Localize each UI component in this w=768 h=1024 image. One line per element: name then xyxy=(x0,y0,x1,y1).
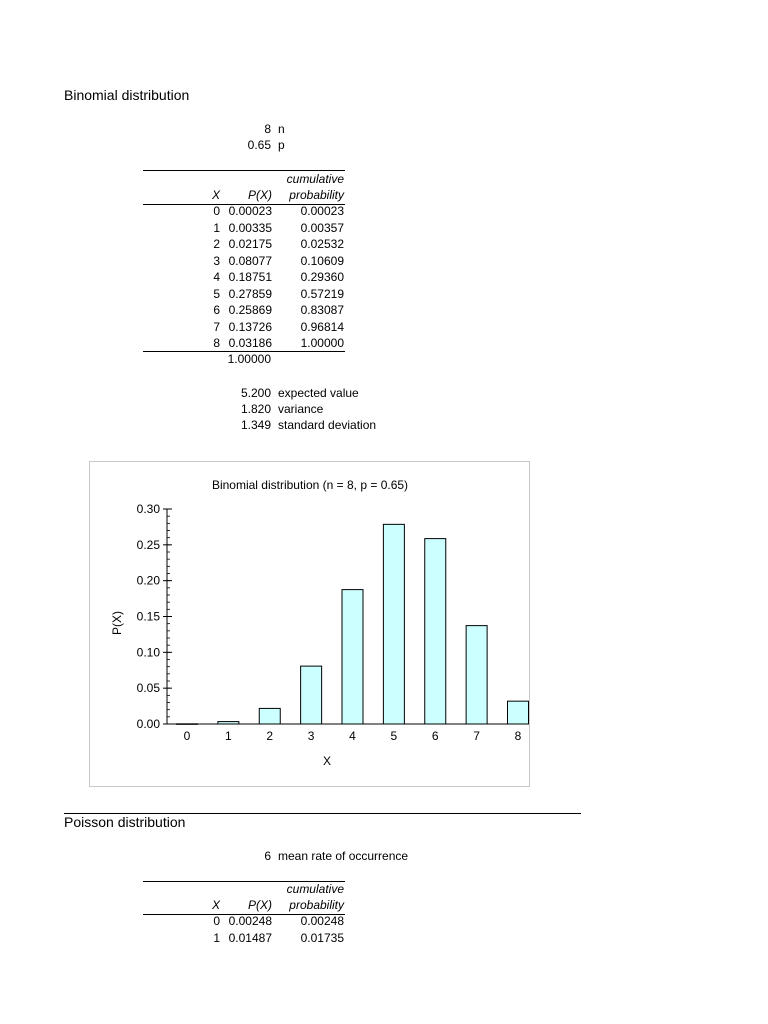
variance-value: 1.820 xyxy=(240,402,271,416)
y-tick-label: 0.30 xyxy=(136,502,160,516)
chart-bar xyxy=(259,708,280,724)
binomial-title: Binomial distribution xyxy=(64,87,190,103)
row-px: 0.00023 xyxy=(228,204,272,218)
chart-bar xyxy=(342,590,363,724)
x-tick-label: 7 xyxy=(473,729,480,743)
header-x: X xyxy=(211,188,220,202)
stddev-label: standard deviation xyxy=(278,418,377,432)
row-px: 0.08077 xyxy=(228,253,272,268)
chart-x-axis-label: X xyxy=(322,754,332,768)
x-tick-label: 4 xyxy=(349,729,356,743)
y-tick-label: 0.05 xyxy=(136,681,160,696)
x-tick-label: 2 xyxy=(266,729,274,743)
row-x: 7 xyxy=(213,319,220,334)
row-x: 0 xyxy=(213,914,220,928)
row-px: 0.00335 xyxy=(228,220,272,235)
row-px: 0.03186 xyxy=(228,336,272,350)
chart-axes xyxy=(137,502,522,743)
row-cumulative: 1.00000 xyxy=(300,336,344,350)
header-x: X xyxy=(211,898,220,912)
table-total: 1.00000 xyxy=(227,352,271,366)
row-px: 0.18751 xyxy=(228,270,272,284)
header-probability: probability xyxy=(289,188,344,202)
param-n-label: n xyxy=(278,122,285,136)
row-cumulative: 0.01735 xyxy=(300,930,344,945)
row-x: 5 xyxy=(213,286,220,301)
chart-bar xyxy=(466,626,487,724)
x-tick-label: 0 xyxy=(183,729,191,743)
chart-bar xyxy=(301,666,322,724)
header-probability: probability xyxy=(289,898,344,912)
x-tick-label: 3 xyxy=(307,729,315,743)
param-mean-value: 6 xyxy=(264,849,271,863)
row-x: 1 xyxy=(213,930,220,945)
row-px: 0.00248 xyxy=(228,914,272,928)
row-px: 0.13726 xyxy=(228,319,272,334)
y-tick-label: 0.00 xyxy=(136,717,160,731)
header-px: P(X) xyxy=(248,188,272,202)
row-px: 0.02175 xyxy=(228,237,272,251)
chart-y-axis-label: P(X) xyxy=(110,611,124,635)
param-p-label: p xyxy=(278,138,285,152)
row-x: 1 xyxy=(213,220,220,235)
row-cumulative: 0.83087 xyxy=(300,303,344,317)
x-tick-label: 8 xyxy=(514,729,522,743)
chart-title: Binomial distribution (n = 8, p = 0.65) xyxy=(211,478,409,492)
row-cumulative: 0.00023 xyxy=(300,204,344,218)
expected-value: 5.200 xyxy=(240,386,271,400)
row-cumulative: 0.00248 xyxy=(300,914,344,928)
binomial-chart xyxy=(90,462,529,786)
row-px: 0.01487 xyxy=(228,930,272,945)
chart-bar xyxy=(383,524,404,724)
param-n-value: 8 xyxy=(264,122,271,136)
row-x: 8 xyxy=(213,336,220,350)
y-tick-label: 0.10 xyxy=(136,645,160,660)
param-p-value: 0.65 xyxy=(247,138,271,152)
x-tick-label: 5 xyxy=(390,729,398,743)
row-px: 0.27859 xyxy=(228,286,272,301)
chart-bar xyxy=(508,701,529,724)
row-cumulative: 0.10609 xyxy=(300,253,344,268)
row-px: 0.25869 xyxy=(228,303,272,317)
x-tick-label: 6 xyxy=(431,729,439,743)
header-cumulative: cumulative xyxy=(286,882,344,896)
row-x: 2 xyxy=(213,237,220,251)
chart-bars xyxy=(177,524,529,724)
stddev-value: 1.349 xyxy=(240,418,271,432)
chart-bar xyxy=(425,539,446,724)
variance-label: variance xyxy=(278,402,324,416)
expected-value-label: expected value xyxy=(278,386,359,400)
row-x: 0 xyxy=(213,204,220,218)
binomial-chart-frame xyxy=(89,461,530,787)
poisson-title: Poisson distribution xyxy=(64,814,186,830)
row-x: 3 xyxy=(213,253,220,268)
header-cumulative: cumulative xyxy=(286,172,344,186)
row-cumulative: 0.00357 xyxy=(300,220,344,235)
x-tick-label: 1 xyxy=(225,729,232,743)
y-tick-label: 0.15 xyxy=(136,609,160,624)
param-mean-label: mean rate of occurrence xyxy=(278,849,409,863)
row-x: 6 xyxy=(213,303,220,317)
chart-bar xyxy=(177,724,198,725)
chart-bar xyxy=(218,722,239,724)
y-tick-label: 0.20 xyxy=(136,573,160,588)
row-x: 4 xyxy=(213,270,220,284)
row-cumulative: 0.57219 xyxy=(300,286,344,301)
y-tick-label: 0.25 xyxy=(136,537,160,552)
row-cumulative: 0.96814 xyxy=(300,319,344,334)
row-cumulative: 0.02532 xyxy=(300,237,344,251)
header-px: P(X) xyxy=(248,898,272,912)
row-cumulative: 0.29360 xyxy=(300,270,344,284)
